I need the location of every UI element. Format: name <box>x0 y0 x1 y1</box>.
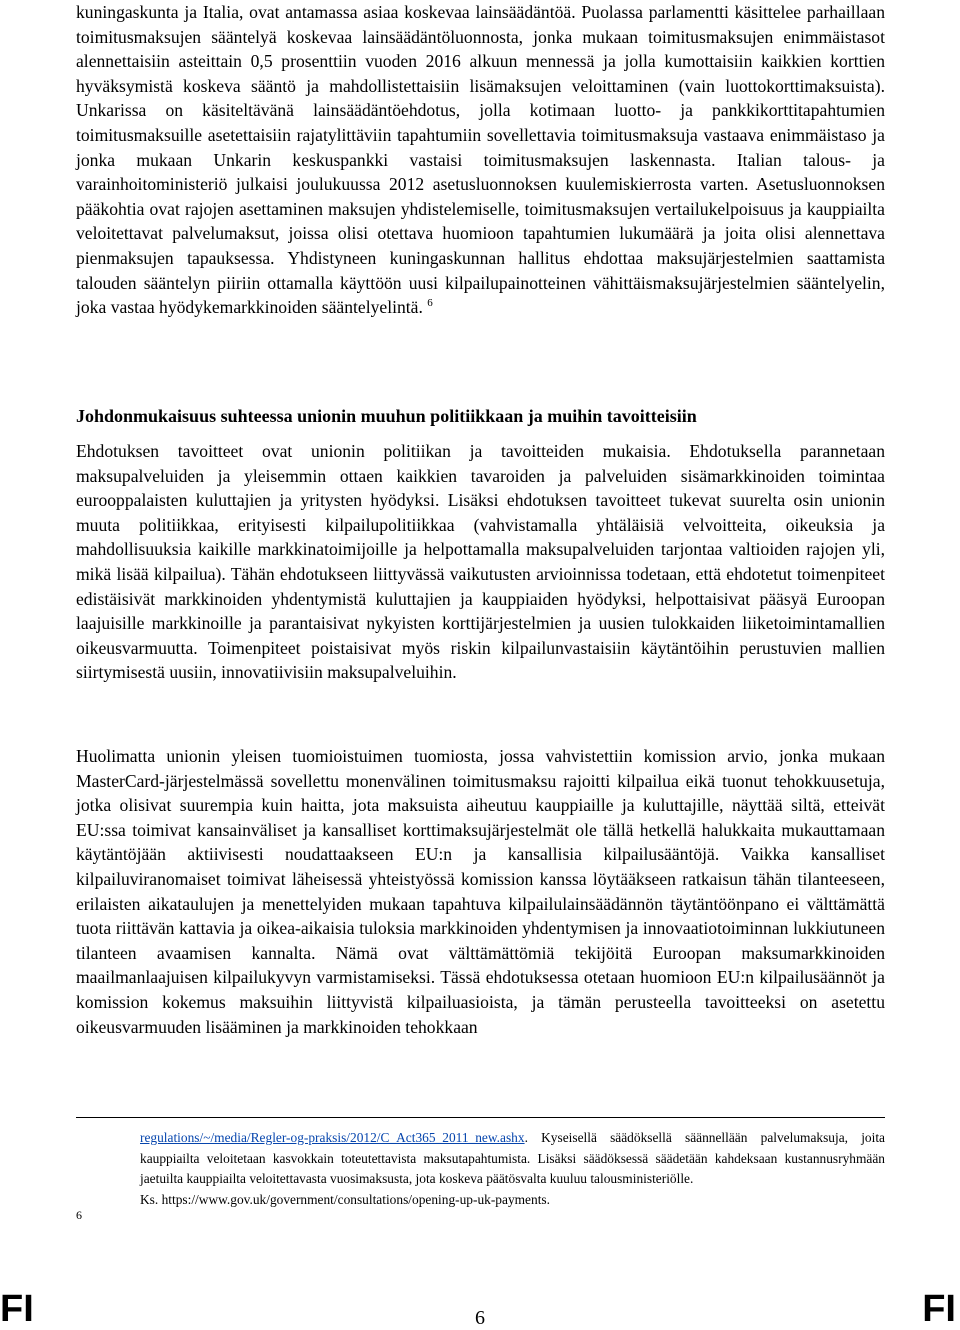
paragraph-1 <box>76 0 885 320</box>
footnote-continued <box>140 1128 885 1190</box>
paragraph-3: Huolimatta unionin yleisen tuomioistuimen tuomiosta, jossa vahvistettiin komission arvio, jonka mukaan MasterCard-järjestelmässä sovellettu monenvälinen toimitusmaksu rajoitti kilpailua eikä tuonut tehokkuusetuja, jotka olisivat suurempia kuin haitta, jota maksuista aiheutuu kauppiaille ja kuluttajille, näyttää siltä, etteivät EU:ssa toimivat kansainväliset ja kansalliset korttimaksujärjestelmät ole tällä hetkellä halukkaita mukauttamaan käytäntöjään aktiivisesti noudattaakseen EU:n ja kansallisia kilpailusääntöjä. Vaikka kansalliset kilpailuviranomaiset toimivat läheisessä yhteistyössä komission kanssa löytääkseen ratkaisun tähän tilanteeseen, erilaisten aikataulujen ja menettelyiden mukaan tapahtuva kilpailulainsäädännön täytäntöönpano ei välttämättä tuota riittävän kattavia ja oikea-aikaisia tuloksia markkinoiden yhdentymisen ja innovaatiotoiminnan lukkiutuneen tilanteen avaamisen kannalta. Nämä ovat välttämättömiä tekijöitä Euroopan maksumarkkinoiden maailmanlaajuisen kilpailukyvyn varmistamiseksi. Tässä ehdotuksessa otetaan huomioon EU:n kilpailusäännöt ja komission kokemus maksuihin liittyvistä kilpailuasioista, ja tämän perusteella tavoitteeksi on asetettu oikeusvarmuuden lisääminen ja markkinoiden tehokkaan <box>76 746 885 1037</box>
footnote-separator <box>76 1117 885 1118</box>
footnote-number: 6 <box>76 1208 82 1222</box>
paragraph-2: Ehdotuksen tavoitteet ovat unionin politiikan ja tavoitteiden mukaisia. Ehdotuksella parannetaan maksupalveluiden ja yleisemmin ottaen kaikkien tavaroiden ja palveluiden sisämarkkinoiden toimintaa eurooppalaisten kuluttajien ja yritysten hyödyksi. Lisäksi ehdotuksen tavoitteet tukevat suurelta osin unionin muuta politiikkaa, erityisesti kilpailupolitiikkaa (vahvistamalla yhtäläisiä velvoitteita, oikeuksia ja mahdollisuuksia kaikille markkinatoimijoille ja helpottamalla maksupalveluiden tarjontaa valtioiden rajojen yli, mikä lisää kilpailua). Tähän ehdotukseen liittyvässä vaikutusten arvioinnissa todetaan, että ehdotetut toimenpiteet edistäisivät markkinoiden yhdentymistä kuluttajien ja kauppiaiden hyödyksi, helpottaisivat pääsyä Euroopan laajuisille markkinoille ja parantaisivat nykyisten korttijärjestelmien ja uusien tulokkaiden liiketoimintamallien oikeusvarmuutta. Toimenpiteet poistaisivat myös riskin kilpailunvastaisiin käytäntöihin perustuvien mallien siirtymisestä uusiin, innovatiivisiin maksupalveluihin. <box>76 441 885 683</box>
footnote-continued-text: . Kyseisellä säädöksellä säännellään palvelumaksuja, joita kauppiailta veloitetaan kasvokkain toteutettavista maksutapahtumista. Lisäksi säädöksessä säädetään kahdeksaan kustannusryhmään jaetuilta kauppiailta veloitettavasta vuosimaksusta, jota koskeva päätösvalta kuuluu talousministeriölle. <box>140 1130 885 1186</box>
footer-language-right: FI <box>922 1288 956 1330</box>
paragraph-1-text: kuningaskunta ja Italia, ovat antamassa asiaa koskevaa lainsäädäntöä. Puolassa parlamentti käsittelee parhaillaan toimitusmaksujen sääntelyä koskevaa lainsäädäntöluonnosta, jonka mukaan toimitusmaksujen enimmäistasot alennettaisiin asteittain 0,5 prosenttiin vuoden 2016 alkuun mennessä ja jolla kumottaisiin kaikkien korttien hyväksymistä koskeva sääntö ja mahdollistettaisiin lisämaksujen veloittaminen (vain luottokorttimaksuista). Unkarissa on käsiteltävänä lainsäädäntöehdotus, jolla kotimaan luotto- ja pankkikorttitapahtumien toimitusmaksuille asetettaisiin rajatylittäviin tapahtumiin sovellettavia toimitusmaksuja vastaava enimmäistaso ja jonka mukaan Unkarin keskuspankki vastaisi toimitusmaksujen laskennasta. Italian talous- ja varainhoitoministeriö julkaisi joulukuussa 2012 asetusluonnoksen kuulemiskierrosta varten. Asetusluonnoksen pääkohtia ovat rajojen asettaminen maksujen yhdistelemiselle, toimitusmaksujen vertailukelpoisuus ja kauppiailta veloitettavat palvelumaksut, joissa olisi otettava huomioon tapahtumien lukumäärä ja joita olisi alennettava pienmaksujen tapauksessa. Yhdistyneen kuningaskunnan hallitus ehdottaa maksujärjestelmien saattamista talouden sääntelyn piiriin ottamalla käyttöön uusi kilpailupainotteinen vähittäismaksujärjestelmien sääntelyelin, joka vastaa hyödykemarkkinoiden sääntelyelintä. <box>76 2 885 318</box>
footnote-6-text: Ks. https://www.gov.uk/government/consultations/opening-up-uk-payments. <box>140 1191 550 1207</box>
section-heading: Johdonmukaisuus suhteessa unionin muuhun politiikkaan ja muihin tavoitteisiin <box>76 406 697 426</box>
footnote-ref-6[interactable]: 6 <box>427 297 433 310</box>
footer-page-number: 6 <box>475 1307 485 1329</box>
footer-language-left: FI <box>0 1288 34 1330</box>
footnote-block <box>140 1128 885 1210</box>
footnote-link[interactable]: regulations/~/media/Regler-og-praksis/2012/C_Act365_2011_new.ashx <box>140 1130 525 1145</box>
